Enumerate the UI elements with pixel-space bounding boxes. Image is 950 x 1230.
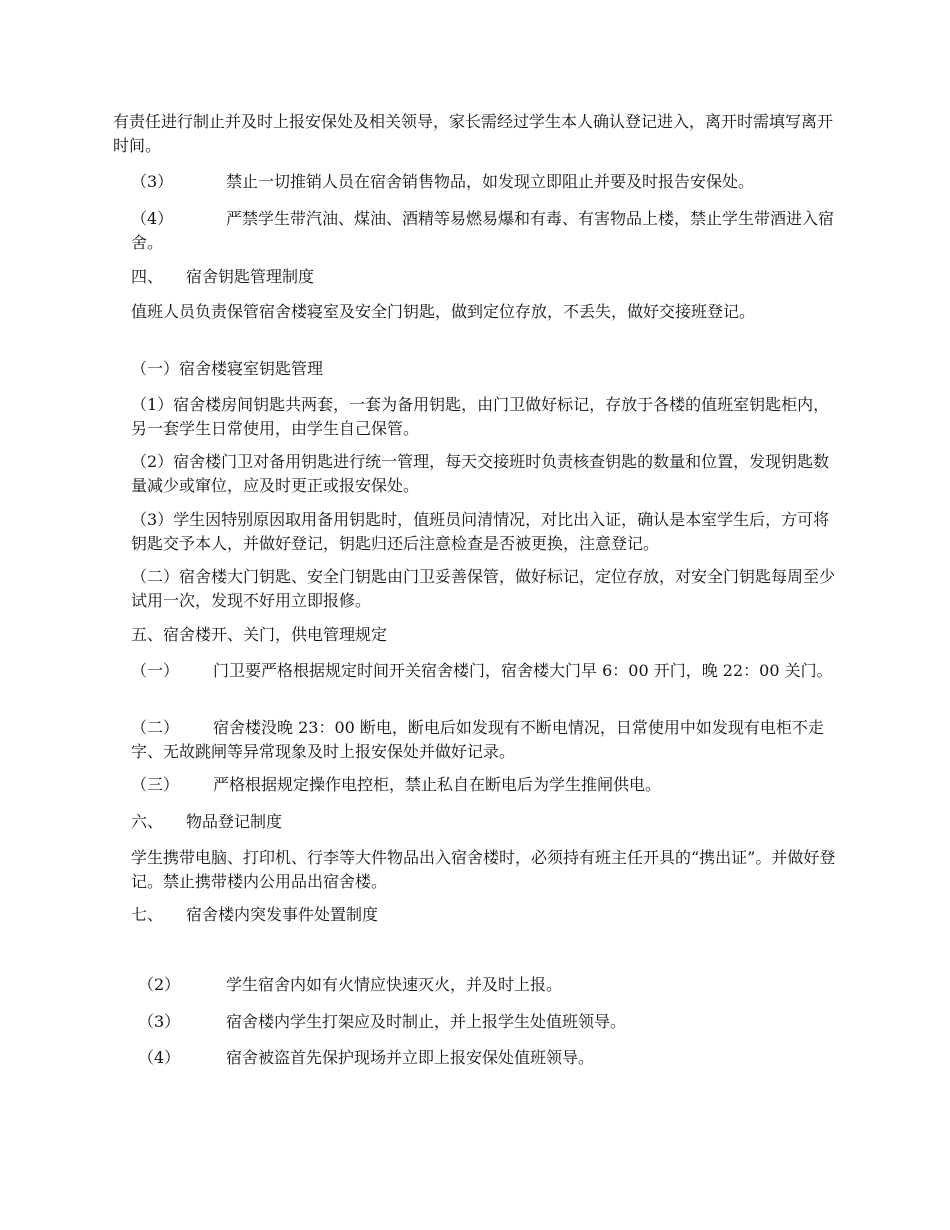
- list-text: 宿舍被盗首先保护现场并立即上报安保处值班领导。: [226, 1048, 595, 1067]
- list-item-4: [131, 207, 841, 255]
- paragraph-key-custody: 值班人员负责保管宿舍楼寝室及安全门钥匙，做到定位存放，不丢失，做好交接班登记。: [131, 302, 756, 321]
- list-number: （2）: [138, 975, 181, 994]
- section-number: 四、: [131, 267, 164, 286]
- list-text: 宿舍楼没晚 23：00 断电，断电后如发现有不断电情况，日常使用中如发现有电柜不走字、无故跳闸等异常现象及时上报安保处并做好记录。: [131, 718, 824, 761]
- list-item-3: [131, 170, 754, 194]
- list-number: （4）: [131, 209, 174, 228]
- section-heading-5: 五、宿舍楼开、关门，供电管理规定: [131, 625, 388, 644]
- paragraph-text: （1）宿舍楼房间钥匙共两套，一套为备用钥匙，由门卫做好标记，存放于各楼的值班室钥匙柜内，另一套学生日常使用，由学生自己保管。: [131, 395, 830, 438]
- list-number: （一）: [131, 661, 180, 680]
- paragraph-key-1: [131, 393, 841, 441]
- section-heading-7: [131, 903, 378, 927]
- power-item-1: [131, 659, 841, 683]
- paragraph-text: （2）宿舍楼门卫对备用钥匙进行统一管理，每天交接班时负责核查钥匙的数量和位置，发现钥匙数量减少或窜位，应及时更正或报安保处。: [131, 452, 830, 495]
- section-heading-4: [131, 265, 314, 289]
- list-text: 禁止一切推销人员在宿舍销售物品，如发现立即阻止并要及时报告安保处。: [226, 172, 755, 191]
- section-heading-6: [131, 810, 282, 834]
- list-text: 门卫要严格根据规定时间开关宿舍楼门，宿舍楼大门早 6：00 开门，晚 22：00 关门。: [213, 661, 833, 680]
- section-title: 宿舍楼内突发事件处置制度: [186, 905, 379, 924]
- emergency-item-3: [138, 1010, 626, 1034]
- list-number: （3）: [138, 1012, 181, 1031]
- paragraph-goods-registration: 学生携带电脑、打印机、行李等大件物品出入宿舍楼时，必须持有班主任开具的“携出证”。并做好登记。禁止携带楼内公用品出宿舍楼。: [131, 848, 836, 891]
- list-number: （4）: [138, 1048, 181, 1067]
- list-number: （3）: [131, 172, 174, 191]
- paragraph-text: （3）学生因特别原因取用备用钥匙时，值班员问清情况，对比出入证，确认是本室学生后，方可将钥匙交予本人，并做好登记，钥匙归还后注意检查是否被更换，注意登记。: [131, 510, 830, 553]
- power-item-3: [131, 773, 661, 797]
- section-number: 六、: [131, 812, 164, 831]
- emergency-item-4: [138, 1046, 594, 1070]
- subsection-heading-1: （一）宿舍楼寝室钥匙管理: [131, 359, 324, 378]
- paragraph-visitor-registration: 有责任进行制止并及时上报安保处及相关领导，家长需经过学生本人确认登记进入，离开时需填写离开时间。: [113, 112, 834, 155]
- emergency-item-2: [138, 973, 562, 997]
- section-title: 宿舍钥匙管理制度: [186, 267, 315, 286]
- paragraph-key-3: [131, 508, 841, 556]
- list-text: 学生宿舍内如有火情应快速灭火，并及时上报。: [226, 975, 563, 994]
- section-number: 七、: [131, 905, 164, 924]
- section-title: 物品登记制度: [186, 812, 283, 831]
- paragraph-text: （二）宿舍楼大门钥匙、安全门钥匙由门卫妥善保管，做好标记，定位存放，对安全门钥匙每周至少试用一次，发现不好用立即报修。: [131, 567, 836, 610]
- power-item-2: [131, 716, 841, 764]
- paragraph-key-2: [131, 450, 841, 498]
- list-text: 宿舍楼内学生打架应及时制止，并上报学生处值班领导。: [226, 1012, 627, 1031]
- list-number: （三）: [131, 775, 180, 794]
- subsection-heading-2: [131, 565, 841, 613]
- list-text: 严格根据规定操作电控柜，禁止私自在断电后为学生推闸供电。: [213, 775, 662, 794]
- list-text: 严禁学生带汽油、煤油、酒精等易燃易爆和有毒、有害物品上楼，禁止学生带酒进入宿舍。: [131, 209, 835, 252]
- list-number: （二）: [131, 718, 180, 737]
